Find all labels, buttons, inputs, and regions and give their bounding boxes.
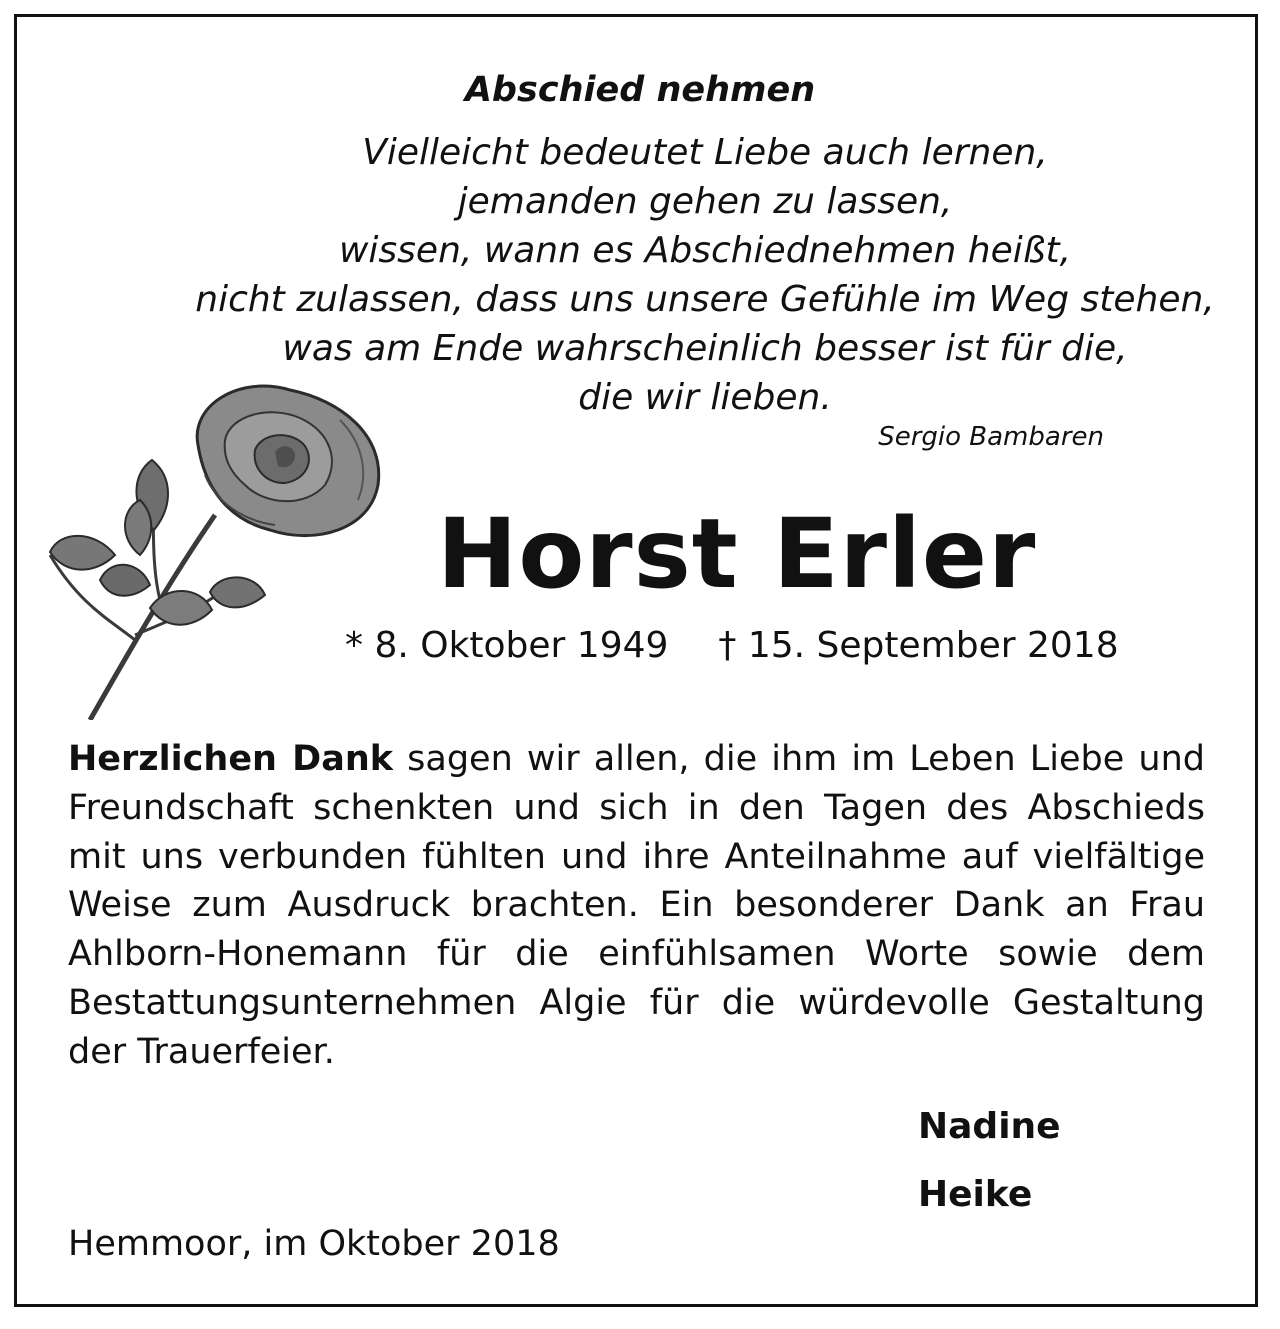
- poem-line: Vielleicht bedeutet Liebe auch lernen,: [362, 132, 1048, 173]
- poem-author: Sergio Bambaren: [878, 422, 1104, 452]
- deceased-name: Horst Erler: [437, 498, 1037, 610]
- poem-line: jemanden gehen zu lassen,: [457, 181, 953, 222]
- thanks-paragraph: [68, 735, 1205, 1077]
- poem-line: was am Ende wahrscheinlich besser ist für die,: [282, 328, 1128, 369]
- notice-heading: Abschied nehmen: [464, 70, 816, 110]
- signature-name: Heike: [918, 1174, 1033, 1215]
- life-dates: [345, 625, 1119, 666]
- death-date: † 15. September 2018: [718, 625, 1119, 666]
- thanks-lead: Herzlichen Dank: [68, 739, 394, 779]
- poem-line: nicht zulassen, dass uns unsere Gefühle im Weg stehen,: [195, 279, 1215, 320]
- birth-date: * 8. Oktober 1949: [345, 625, 669, 666]
- poem-line: wissen, wann es Abschiednehmen heißt,: [338, 230, 1072, 271]
- poem-line: die wir lieben.: [578, 377, 832, 418]
- place-date: Hemmoor, im Oktober 2018: [68, 1224, 560, 1264]
- poem: [195, 128, 1215, 422]
- signature-name: Nadine: [918, 1106, 1061, 1147]
- rose-bloom: [197, 386, 379, 536]
- rose-illustration: [40, 380, 390, 720]
- thanks-text: sagen wir allen, die ihm im Leben Liebe und Freundschaft schenkten und sich in den Tagen des Abschieds mit uns verbunden fühlten und ihre Anteilnahme auf vielfältige Weise zum Ausdruck brachten. Ein besonderer Dank an Frau Ahlborn-Honemann für die einfühlsamen Worte sowie dem Bestattungsunternehmen Algie für die würdevolle Gestaltung der Trauerfeier.: [68, 739, 1205, 1072]
